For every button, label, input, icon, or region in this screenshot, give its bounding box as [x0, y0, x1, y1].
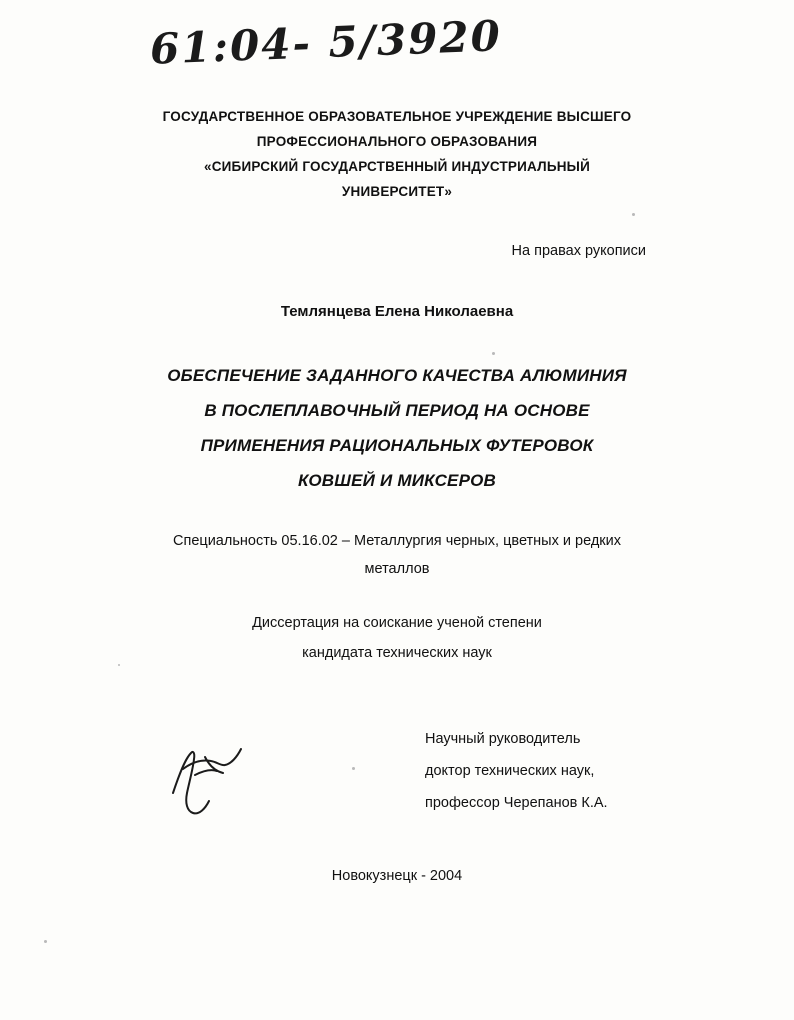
manuscript-rights-note: На правах рукописи [511, 243, 646, 259]
supervisor-block [425, 723, 608, 819]
scan-speck [492, 352, 495, 355]
supervisor-line: профессор Черепанов К.А. [425, 795, 608, 811]
dissertation-title [0, 358, 794, 498]
title-line: ОБЕСПЕЧЕНИЕ ЗАДАННОГО КАЧЕСТВА АЛЮМИНИЯ [167, 366, 627, 385]
author-name: Темлянцева Елена Николаевна [280, 303, 514, 320]
organization-line: УНИВЕРСИТЕТ» [341, 184, 453, 199]
organization-line: «СИБИРСКИЙ ГОСУДАРСТВЕННЫЙ ИНДУСТРИАЛЬНЫЙ [203, 159, 590, 174]
degree-block [0, 608, 794, 668]
signature-icon [165, 735, 255, 820]
supervisor-line: Научный руководитель [425, 731, 581, 747]
specialty-line: металлов [364, 561, 430, 577]
organization-line: ГОСУДАРСТВЕННОЕ ОБРАЗОВАТЕЛЬНОЕ УЧРЕЖДЕНИЕ ВЫСШЕГО [162, 109, 632, 124]
title-line: В ПОСЛЕПЛАВОЧНЫЙ ПЕРИОД НА ОСНОВЕ [204, 401, 590, 420]
scan-speck [44, 940, 47, 943]
call-number-handwritten: 61:04- 5/3920 [149, 11, 503, 74]
organization-line: ПРОФЕССИОНАЛЬНОГО ОБРАЗОВАНИЯ [256, 134, 538, 149]
city-and-year: Новокузнецк - 2004 [331, 868, 463, 884]
scan-speck [352, 767, 355, 770]
specialty-line: Специальность 05.16.02 – Металлургия черных, цветных и редких [173, 533, 621, 549]
degree-line: Диссертация на соискание ученой степени [252, 615, 542, 631]
organization-block [0, 104, 794, 204]
degree-line: кандидата технических наук [302, 645, 492, 661]
supervisor-line: доктор технических наук, [425, 763, 595, 779]
scan-speck [118, 664, 120, 666]
title-line: КОВШЕЙ И МИКСЕРОВ [297, 471, 497, 490]
specialty-block [0, 527, 794, 583]
scan-speck [632, 213, 635, 216]
title-line: ПРИМЕНЕНИЯ РАЦИОНАЛЬНЫХ ФУТЕРОВОК [200, 436, 594, 455]
